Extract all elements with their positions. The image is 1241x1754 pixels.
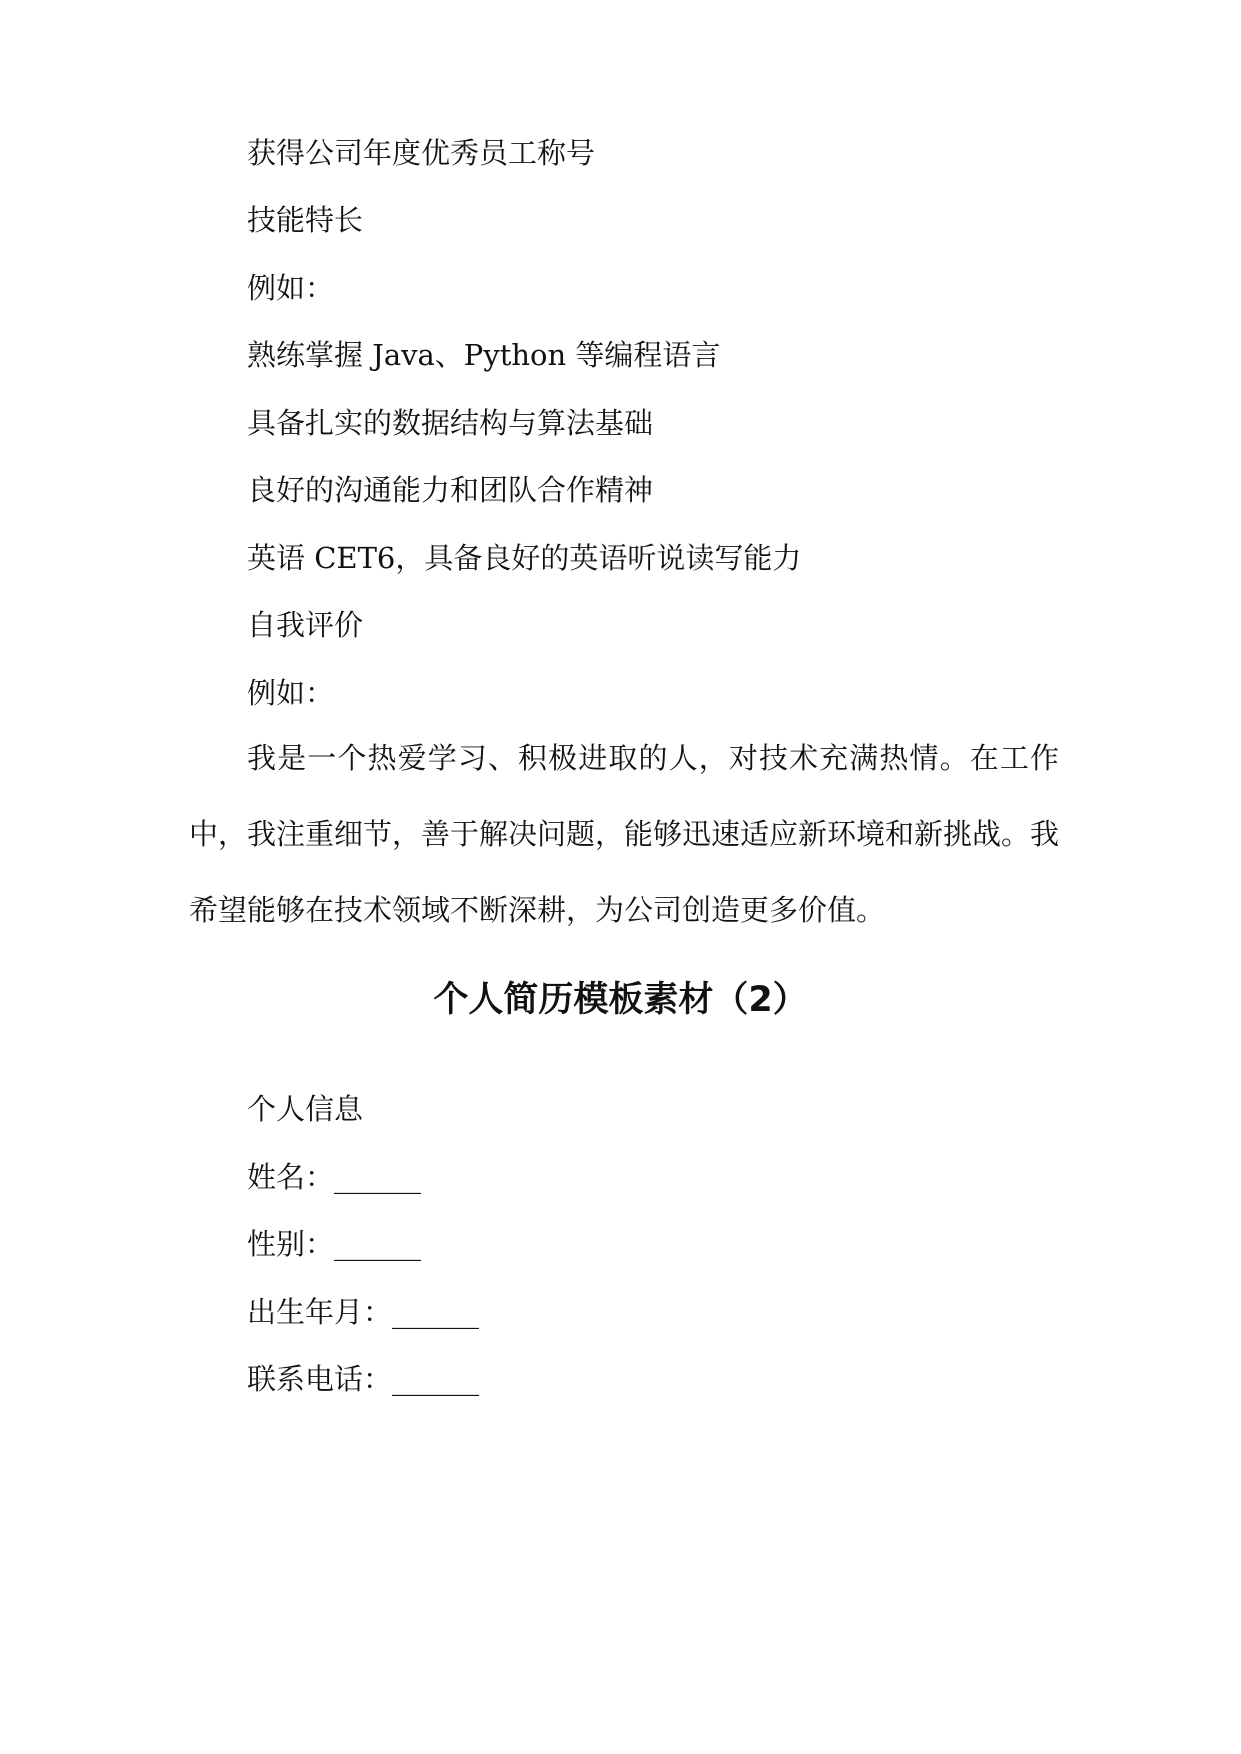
field-gender: 性别：______ <box>247 1227 422 1261</box>
self-evaluation-heading: 自我评价 <box>247 608 364 642</box>
skills-heading: 技能特长 <box>247 203 364 237</box>
field-name: 姓名：______ <box>247 1160 422 1194</box>
self-evaluation-paragraph: 我是一个热爱学习、积极进取的人，对技术充满热情。在工作中，我注重细节，善于解决问题，能够迅速适应新环境和新挑战。我希望能够在技术领域不断深耕，为公司创造更多价值。 <box>189 741 1060 927</box>
skill-item: 具备扎实的数据结构与算法基础 <box>247 406 654 440</box>
field-phone: 联系电话：______ <box>247 1362 480 1396</box>
skill-item: 良好的沟通能力和团队合作精神 <box>247 473 654 507</box>
field-birth-date: 出生年月：______ <box>247 1295 480 1329</box>
skill-item: 熟练掌握 Java、Python 等编程语言 <box>247 338 721 372</box>
section-title: 个人简历模板素材（2） <box>433 980 808 1020</box>
award-line: 获得公司年度优秀员工称号 <box>247 136 596 170</box>
skills-example-label: 例如： <box>247 271 335 305</box>
self-evaluation-example-label: 例如： <box>247 676 335 710</box>
skill-item: 英语 CET6，具备良好的英语听说读写能力 <box>247 541 802 575</box>
personal-info-heading: 个人信息 <box>247 1092 364 1126</box>
